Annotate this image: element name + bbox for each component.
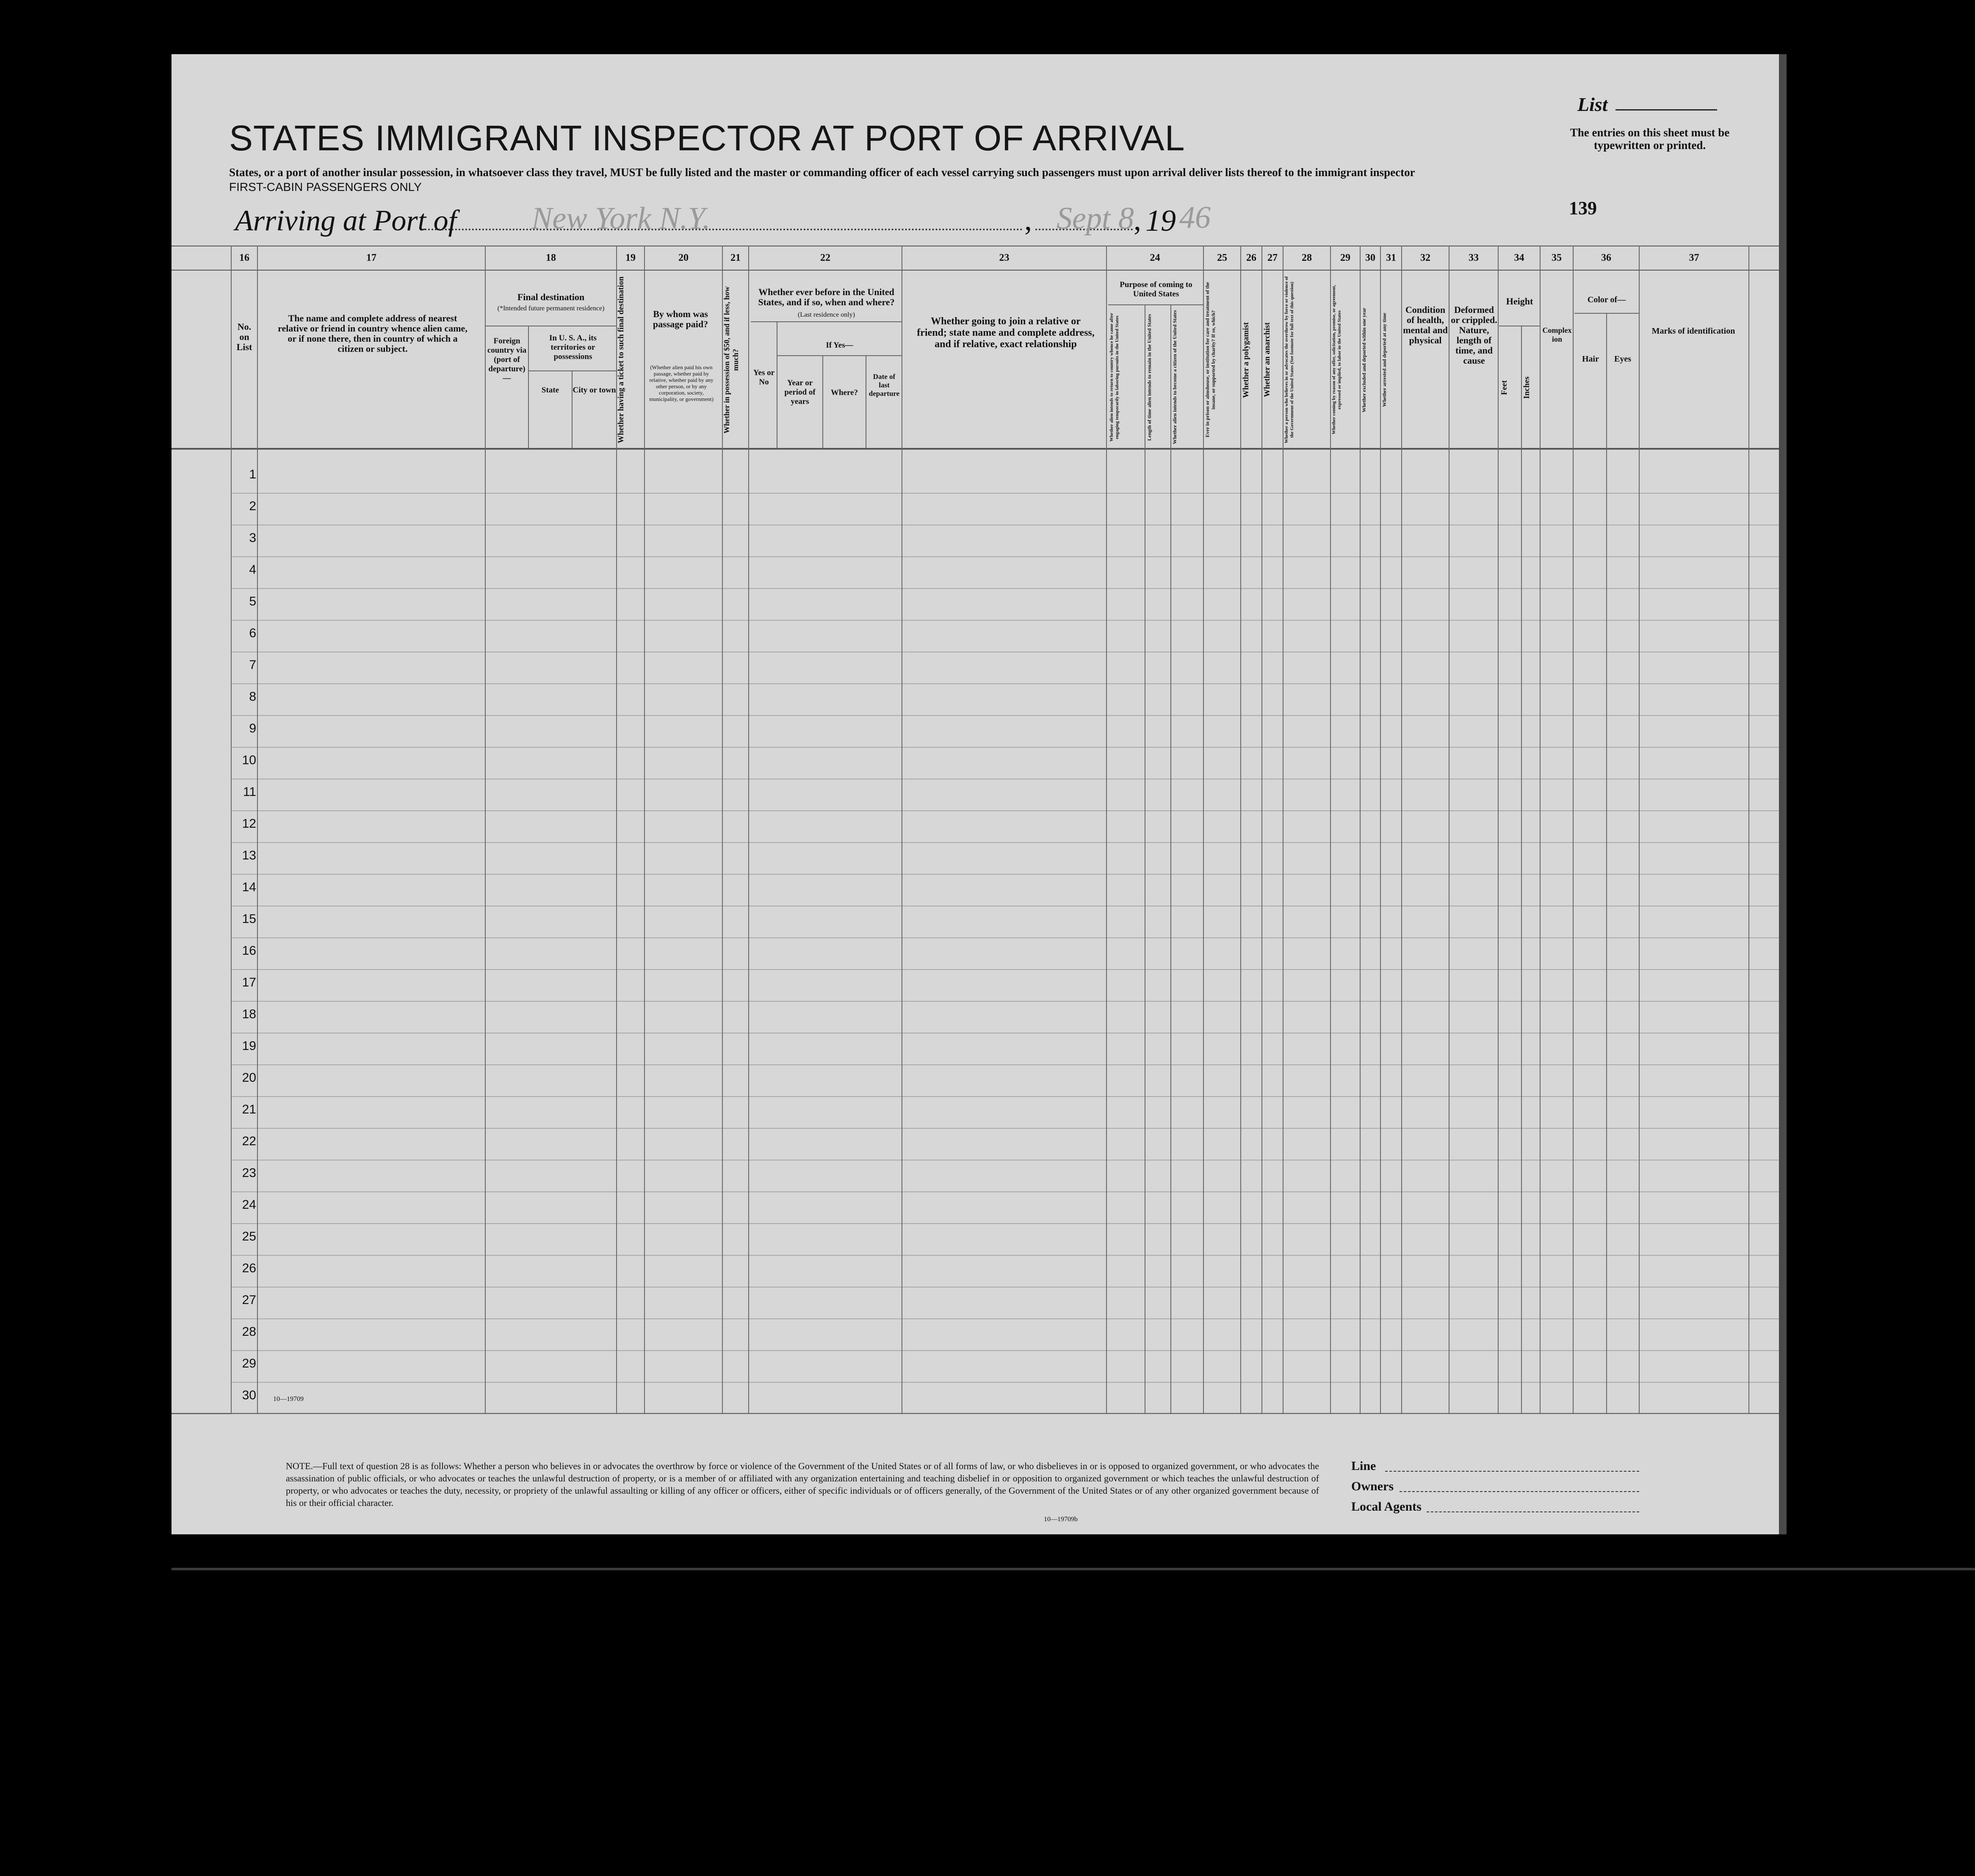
- column-number: 28: [1302, 252, 1312, 263]
- header-col22-date: Date of last departure: [869, 373, 900, 398]
- row-number: 18: [242, 1007, 256, 1021]
- row-number: 21: [242, 1102, 256, 1116]
- comma: ,: [1134, 203, 1141, 237]
- row-number: 14: [242, 880, 256, 894]
- column-number: 37: [1689, 252, 1699, 263]
- manifest-table: [171, 246, 1779, 1414]
- column-number: 26: [1246, 252, 1256, 263]
- header-col18-title: Final destination: [517, 292, 585, 302]
- row-number: 8: [249, 690, 256, 704]
- column-number: 17: [366, 252, 376, 263]
- row-number: 3: [249, 531, 256, 545]
- row-number: 27: [242, 1293, 256, 1307]
- column-number: 36: [1601, 252, 1611, 263]
- header-col21: Whether in possession of $50, and if less, how much?: [722, 286, 740, 434]
- row-number: 7: [249, 658, 256, 672]
- column-number: 18: [546, 252, 556, 263]
- header-col36-eyes: Eyes: [1614, 354, 1631, 364]
- column-number: 29: [1340, 252, 1350, 263]
- column-number: 34: [1514, 252, 1524, 263]
- column-number: 24: [1150, 252, 1160, 263]
- local-agents-field: [1427, 1511, 1639, 1512]
- class-line: FIRST-CABIN PASSENGERS ONLY: [229, 180, 422, 193]
- row-number: 13: [242, 848, 256, 862]
- column-number: 31: [1386, 252, 1396, 263]
- header-col32: Condition of health, mental and physical: [1403, 304, 1448, 345]
- row-number: 17: [242, 975, 256, 989]
- row-number: 12: [242, 817, 256, 831]
- header-col34-feet: Feet: [1500, 380, 1509, 395]
- header-col18-foreign: Foreign country via (port of departure)—: [487, 337, 527, 383]
- row-number: 30: [242, 1388, 256, 1402]
- header-col23: Whether going to join a relative or friend; state name and complete address, and if relative, exact relationship: [917, 316, 1095, 350]
- header-col22-ifyes: If Yes—: [826, 341, 853, 350]
- entries-note: The entries on this sheet must be typewritten or printed.: [1570, 126, 1730, 152]
- list-field-line: [1615, 109, 1717, 111]
- year-prefix: 19: [1145, 204, 1176, 238]
- row-number: 20: [242, 1071, 256, 1085]
- header-col18-state: State: [541, 386, 559, 395]
- header-col18-note: (*Intended future permanent residence): [497, 305, 605, 312]
- local-agents-label: Local Agents: [1351, 1500, 1422, 1514]
- date-handwritten: Sept 8: [1057, 201, 1134, 236]
- row-number: 11: [243, 785, 256, 799]
- header-col20-title: By whom was passage paid?: [653, 309, 708, 329]
- comma: ,: [1024, 203, 1032, 237]
- header-col34-title: Height: [1506, 296, 1533, 307]
- list-label: List: [1577, 94, 1608, 115]
- header-col28: Whether a person who believes in or advocates the overthrow by force or violence of the Government of the United States (See footnote for full text of this question): [1284, 276, 1295, 444]
- header-col22-where: Where?: [830, 388, 858, 397]
- header-col30: Whether excluded and deported within one year: [1361, 307, 1367, 412]
- row-number: 28: [242, 1325, 256, 1339]
- row-number: 24: [242, 1198, 256, 1212]
- column-number: 33: [1469, 252, 1479, 263]
- column-number: 20: [678, 252, 689, 263]
- header-col31: Whether arrested and deported at any time: [1381, 312, 1387, 407]
- column-number: 21: [730, 252, 741, 263]
- row-number: 4: [249, 563, 256, 577]
- row-number: 6: [249, 626, 256, 640]
- manifest-sheet: [171, 54, 1779, 1534]
- header-col18-usa: In U. S. A., its territories or possessions: [549, 334, 597, 361]
- column-number: 25: [1217, 252, 1227, 263]
- header-col18-city: City or town: [573, 386, 616, 395]
- header-col35: Complexion: [1542, 326, 1572, 343]
- row-number: 19: [242, 1039, 256, 1053]
- page-title: STATES IMMIGRANT INSPECTOR AT PORT OF ARRIVAL: [229, 118, 1185, 158]
- column-number: 22: [820, 252, 830, 263]
- row-number: 23: [242, 1166, 256, 1180]
- owners-label: Owners: [1351, 1479, 1394, 1493]
- row-number: 9: [249, 721, 256, 735]
- header-col36-hair: Hair: [1582, 354, 1599, 364]
- line-field: [1385, 1471, 1639, 1472]
- arriving-label: Arriving at Port of: [235, 204, 457, 237]
- bottom-rule: [171, 1568, 1975, 1570]
- header-no-on-list: No. on List: [236, 321, 252, 352]
- row-number: 22: [242, 1134, 256, 1148]
- header-col22-title: Whether ever before in the United States, and if so, when and where?: [758, 287, 895, 307]
- sheet-edge: [1779, 54, 1787, 1534]
- row-number: 15: [242, 912, 256, 926]
- header-col37: Marks of identification: [1651, 326, 1735, 336]
- column-number: 27: [1267, 252, 1278, 263]
- header-col26: Whether a polygamist: [1242, 322, 1250, 398]
- header-col22-yesno: Yes or No: [753, 368, 775, 387]
- line-label: Line: [1351, 1459, 1376, 1473]
- header-col34-inches: Inches: [1522, 376, 1531, 399]
- column-number: 16: [239, 252, 249, 263]
- instructions-line: States, or a port of another insular possession, in whatsoever class they travel, MUST be fully listed and the master or commanding officer of each vessel carrying such passengers must upon arrival deliver lists thereof to the immigrant inspector: [229, 166, 1415, 179]
- header-col27: Whether an anarchist: [1263, 322, 1272, 398]
- owners-field: [1400, 1491, 1639, 1492]
- header-col19: Whether having a ticket to such final destination: [617, 276, 625, 443]
- header-col22-note: (Last residence only): [797, 311, 855, 318]
- header-col24-c: Whether alien intends to become a citizen of the United States: [1172, 310, 1178, 445]
- column-number: 30: [1365, 252, 1375, 263]
- column-number: 35: [1552, 252, 1562, 263]
- column-number: 19: [625, 252, 636, 263]
- row-number: 26: [242, 1261, 256, 1275]
- row-number: 2: [249, 499, 256, 513]
- header-col33: Deformed or crippled. Nature, length of time, and cause: [1451, 304, 1497, 366]
- row-number: 29: [242, 1357, 256, 1370]
- column-number: 23: [999, 252, 1010, 263]
- column-number: 32: [1420, 252, 1430, 263]
- header-col24-b: Length of time alien intends to remain in the United States: [1146, 314, 1152, 441]
- header-col20-note: (Whether alien paid his own passage, whether paid by relative, whether paid by any other person, or by any corporation, society, municipality, or government): [649, 364, 714, 402]
- sheet-number: 139: [1569, 198, 1597, 218]
- port-field-line: [421, 229, 1023, 230]
- header-col24-a: Whether alien intends to return to country whence he came after engaging temporarily in laboring pursuits in the United States: [1109, 313, 1120, 442]
- port-handwritten: New York N.Y.: [531, 201, 711, 236]
- header-col36-title: Color of—: [1587, 295, 1626, 304]
- row-number: 16: [242, 944, 256, 958]
- note-form-code: 10—19709b: [1044, 1516, 1078, 1523]
- year-handwritten: 46: [1179, 200, 1211, 235]
- header-col24-title: Purpose of coming to United States: [1120, 280, 1192, 298]
- question-28-note: NOTE.—Full text of question 28 is as follows: Whether a person who believes in or advocates the overthrow by force or violence of the Government of the United States or of all forms of law, or who disbelieves in or is opposed to organized government, or who advocates the assassination of public officials, or who advocates or teaches the unlawful destruction of property, or is a member of or affiliated with any organization entertaining and teaching disbelief in or opposition to organized government or which teaches the unlawful destruction of property, or who advocates or teaches the duty, necessity, or propriety of the unlawful assaulting or killing of any officer or officers, either of specific individuals or of officers generally, of the Government of the United States or of any other organized government because of his or their official character.: [286, 1461, 1319, 1508]
- header-col17: The name and complete address of nearest relative or friend in country whence alien came, or if none there, then in country of which a citizen or subject.: [278, 313, 467, 354]
- header-col29: Whether coming by reason of any offer, solicitation, promise, or agreement, expressed or implied, to labor in the United States: [1331, 285, 1342, 435]
- form-code: 10—19709: [273, 1395, 304, 1403]
- row-number: 5: [249, 594, 256, 608]
- row-number: 25: [242, 1229, 256, 1243]
- row-number: 10: [242, 753, 256, 767]
- header-col22-year: Year or period of years: [784, 379, 816, 406]
- row-number: 1: [249, 467, 256, 481]
- header-col25: Ever in prison or almshouse, or institution for care and treatment of the insane, or supported by charity? If so, which?: [1204, 282, 1216, 438]
